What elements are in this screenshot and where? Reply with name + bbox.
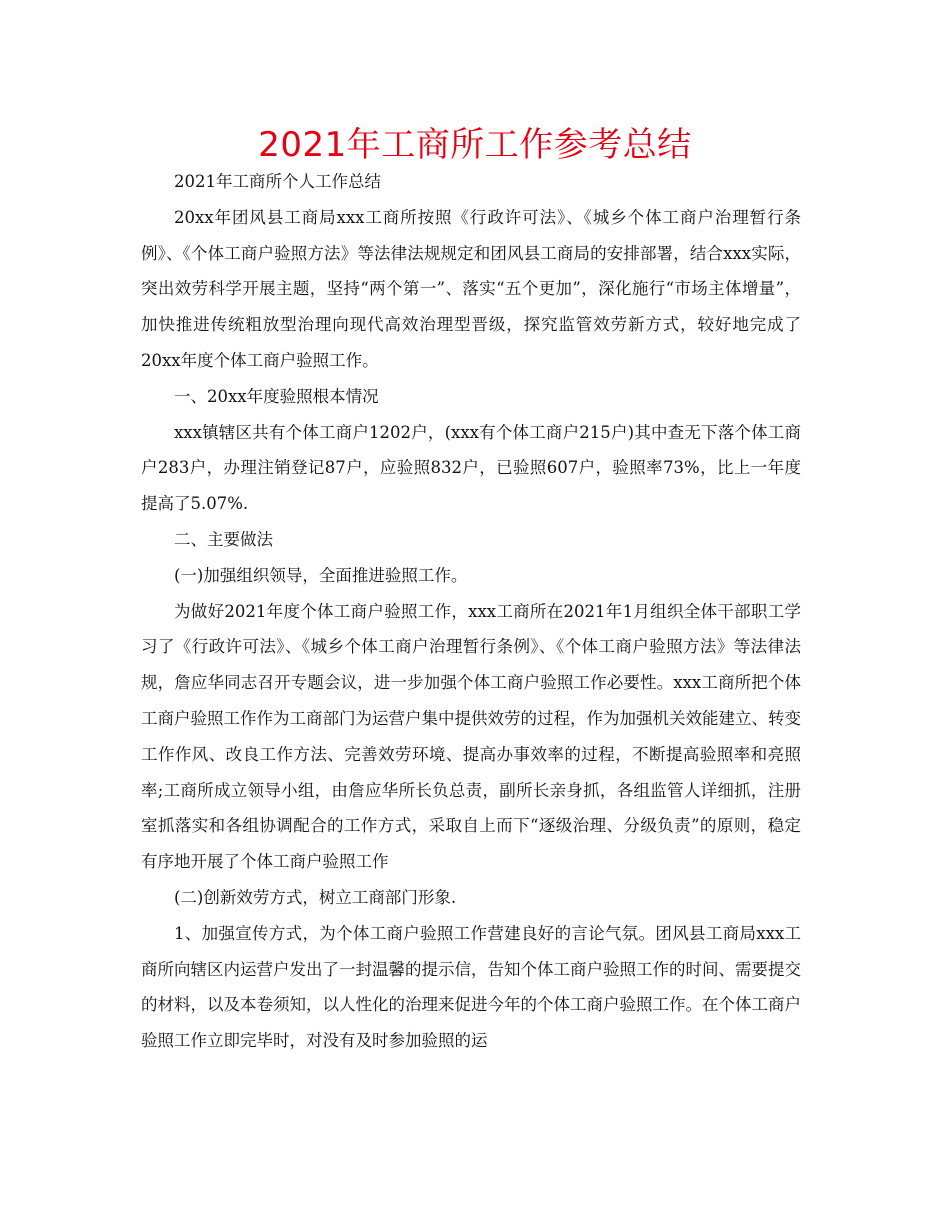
paragraph-publicity: 1、加强宣传方式，为个体工商户验照工作营建良好的言论气氛。团风县工商局xxx工商所向辖区内运营户发出了一封温馨的提示信，告知个体工商户验照工作的时间、需要提交的材料，以及本卷须知，以人性化的治理来促进今年的个体工商户验照工作。在个体工商户验照工作立即完毕时，对没有及时参加验照的运 [141, 923, 801, 1051]
paragraph-statistics: xxx镇辖区共有个体工商户1202户，(xxx有个体工商户215户)其中查无下落个体工商户283户，办理注销登记87户，应验照832户，已验照607户，验照率73%，比上一年度提高了5.07%. [141, 422, 801, 514]
subheading-1: (一)加强组织领导，全面推进验照工作。 [174, 565, 468, 585]
section-heading-2: 二、主要做法 [174, 529, 273, 549]
paragraph-organization: 为做好2021年度个体工商户验照工作，xxx工商所在2021年1月组织全体干部职工学习了《行政许可法》、《城乡个体工商户治理暂行条例》、《个体工商户验照方法》等法律法规，詹应华同志召开专题会议，进一步加强个体工商户验照工作必要性。xxx工商所把个体工商户验照工作作为工商部门为运营户集中提供效劳的过程，作为加强机关效能建立、转变工作作风、改良工作方法、完善效劳环境、提高办事效率的过程，不断提高验照率和亮照率;工商所成立领导小组，由詹应华所长负总责，副所长亲身抓，各组监管人详细抓，注册室抓落实和各组协调配合的工作方式，采取自上而下“逐级治理、分级负责”的原则，稳定有序地开展了个体工商户验照工作 [141, 601, 801, 872]
document-title: 2021年工商所工作参考总结 [258, 125, 692, 165]
subheading-2: (二)创新效劳方式，树立工商部门形象. [174, 887, 457, 907]
document-body [141, 164, 801, 1059]
paragraph-subtitle: 2021年工商所个人工作总结 [174, 172, 381, 191]
section-heading-1: 一、20xx年度验照根本情况 [174, 386, 379, 406]
paragraph-intro: 20xx年团风县工商局xxx工商所按照《行政许可法》、《城乡个体工商户治理暂行条例》、《个体工商户验照方法》等法律法规规定和团风县工商局的安排部署，结合xxx实际，突出效劳科学开展主题，坚持“两个第一”、落实“五个更加”，深化施行“市场主体增量”，加快推进传统粗放型治理向现代高效治理型晋级，探究监管效劳新方式，较好地完成了20xx年度个体工商户验照工作。 [141, 207, 801, 370]
